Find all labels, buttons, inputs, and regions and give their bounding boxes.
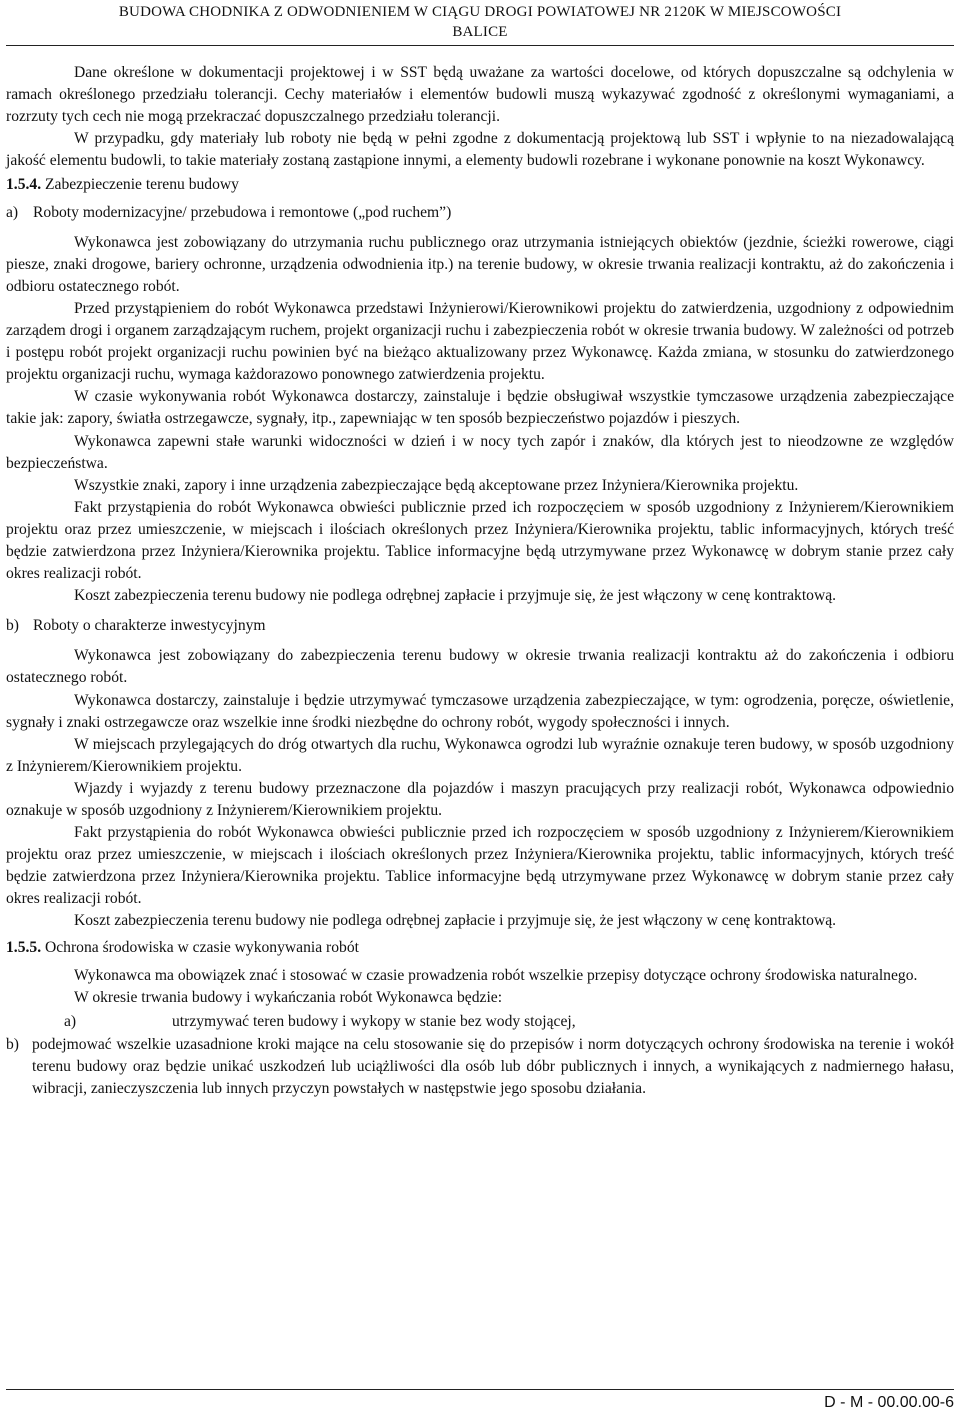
paragraph: Fakt przystąpienia do robót Wykonawca obwieści publicznie przed ich rozpoczęciem w sposób uzgodniony z Inżynierem/Kierownikiem projektu oraz przez umieszczenie, w miejscach i ilościach określonych przez Inżyniera/Kierownika projektu, tablic informacyjnych, których treść będzie zatwierdzona przez Inżyniera/Kierownika projektu. Tablice informacyjne będą utrzymywane przez Wykonawcę w dobrym stanie przez cały okres realizacji robót. (6, 498, 954, 583)
list-item-b (6, 1034, 954, 1100)
paragraph: Wykonawca dostarczy, zainstaluje i będzie utrzymywać tymczasowe urządzenia zabezpieczające, w tym: ogrodzenia, poręcze, oświetlenie, sygnały i znaki ostrzegawcze oraz wszelkie inne środki niezbędne do ochrony robót, wygody społeczności i innych. (6, 691, 954, 731)
header-title-line2: BALICE (452, 24, 508, 40)
section-heading-1-5-4 (6, 174, 954, 196)
paragraph: Koszt zabezpieczenia terenu budowy nie podlega odrębnej zapłacie i przyjmuje się, że jest włączony w cenę kontraktową. (74, 912, 837, 930)
list-text: utrzymywać teren budowy i wykopy w stanie bez wody stojącej, (172, 1012, 576, 1030)
paragraph: Wjazdy i wyjazdy z terenu budowy przeznaczone dla pojazdów i maszyn pracujących przy realizacji robót, Wykonawca odpowiednio oznakuje w sposób uzgodniony z Inżynierem/Kierownikiem projektu. (6, 779, 954, 819)
section-title: Zabezpieczenie terenu budowy (45, 176, 239, 194)
section-heading-1-5-5 (6, 937, 954, 959)
list-label: b) (6, 1035, 19, 1053)
subsection-title: Roboty modernizacyjne/ przebudowa i remontowe („pod ruchem”) (33, 203, 452, 221)
list-item-a (6, 1011, 954, 1033)
subsection-title: Roboty o charakterze inwestycyjnym (33, 617, 266, 635)
page-header (0, 0, 960, 42)
subsection-heading-b (6, 615, 954, 637)
paragraph: Wykonawca jest zobowiązany do zabezpieczenia terenu budowy w okresie trwania realizacji kontraktu aż do zakończenia i odbioru ostatecznego robót. (6, 647, 954, 687)
paragraph: Wykonawca ma obowiązek znać i stosować w czasie prowadzenia robót wszelkie przepisy dotyczące ochrony środowiska naturalnego. (74, 966, 918, 984)
footer-divider (6, 1389, 954, 1390)
subsection-label: b) (6, 617, 19, 635)
subsection-heading-a (6, 202, 954, 224)
paragraph: Wykonawca jest zobowiązany do utrzymania ruchu publicznego oraz utrzymania istniejących obiektów (jezdnie, ścieżki rowerowe, ciągi piesze, znaki drogowe, bariery ochronne, urządzenia odwodnienia itp.) na terenie budowy, w okresie trwania realizacji kontraktu, aż do zakończenia i odbioru ostatecznego robót. (6, 233, 954, 295)
paragraph: W okresie trwania budowy i wykańczania robót Wykonawca będzie: (74, 988, 503, 1006)
header-divider (6, 45, 954, 46)
paragraph: Wykonawca zapewni stałe warunki widoczności w dzień i w nocy tych zapór i znaków, dla których jest to nieodzowne ze względów bezpieczeństwa. (6, 432, 954, 472)
list-text: podejmować wszelkie uzasadnione kroki mające na celu stosowanie się do przepisów i norm dotyczących ochrony środowiska na terenie i wokół terenu budowy oraz będzie unikać uszkodzeń lub uciążliwości dla osób lub dóbr publicznych i innych, a wynikających z nadmiernego hałasu, wibracji, zanieczyszczenia lub innych przyczyn powstałych w następstwie jego sposobu działania. (32, 1035, 954, 1098)
section-title: Ochrona środowiska w czasie wykonywania robót (45, 938, 359, 956)
paragraph: W czasie wykonywania robót Wykonawca dostarczy, zainstaluje i będzie obsługiwał wszystkie tymczasowe urządzenia zabezpieczające takie jak: zapory, światła ostrzegawcze, sygnały, itp., zapewniając w ten sposób bezpieczeństwo pojazdów i pieszych. (6, 388, 954, 428)
paragraph: Fakt przystąpienia do robót Wykonawca obwieści publicznie przed ich rozpoczęciem w sposób uzgodniony z Inżynierem/Kierownikiem projektu oraz przez umieszczenie, w miejscach i ilościach określonych przez Inżyniera/Kierownika projektu, tablic informacyjnych, których treść będzie zatwierdzona przez Inżyniera/Kierownika projektu. Tablice informacyjne będą utrzymywane przez Wykonawcę w dobrym stanie przez cały okres realizacji robót. (6, 824, 954, 908)
subsection-label: a) (6, 203, 19, 221)
section-number: 1.5.4. (6, 176, 42, 194)
paragraph: W miejscach przylegających do dróg otwartych dla ruchu, Wykonawca ogrodzi lub wyraźnie oznakuje teren budowy, w sposób uzgodniony z Inżynierem/Kierownikiem projektu. (6, 735, 954, 775)
paragraph: Dane określone w dokumentacji projektowej i w SST będą uważane za wartości docelowe, od których dopuszczalne są odchylenia w ramach określonego przedziału tolerancji. Cechy materiałów i elementów budowli muszą wykazywać zgodność z określonymi wymaganiami, a rozrzuty tych cech nie mogą przekraczać dopuszczalnego przedziału tolerancji. (6, 64, 954, 126)
list-label: a) (64, 1012, 77, 1030)
page-code: D - M - 00.00.00-6 (824, 1394, 954, 1411)
paragraph: Koszt zabezpieczenia terenu budowy nie podlega odrębnej zapłacie i przyjmuje się, że jest włączony w cenę kontraktową. (74, 587, 837, 605)
section-number: 1.5.5. (6, 938, 42, 956)
paragraph: Przed przystąpieniem do robót Wykonawca przedstawi Inżynierowi/Kierownikowi projektu do zatwierdzenia, uzgodniony z odpowiednim zarządem drogi i organem zarządzającym ruchem, projekt organizacji ruchu i zabezpieczenia robót w okresie trwania budowy. W zależności od potrzeb i postępu robót projekt organizacji ruchu powinien być na bieżąco aktualizowany przez Wykonawcę. Każda zmiana, w stosunku do zatwierdzonego projektu organizacji ruchu, wymaga każdorazowo ponownego zatwierdzenia projektu. (6, 299, 954, 384)
header-title-line1: BUDOWA CHODNIKA Z ODWODNIENIEM W CIĄGU DROGI POWIATOWEJ NR 2120K W MIEJSCOWOŚCI (118, 4, 842, 20)
paragraph: Wszystkie znaki, zapory i inne urządzenia zabezpieczające będą akceptowane przez Inżyniera/Kierownika projektu. (74, 476, 799, 494)
document-body (6, 62, 954, 1100)
paragraph: W przypadku, gdy materiały lub roboty nie będą w pełni zgodne z dokumentacją projektową lub SST i wpłynie to na niezadowalającą jakość elementu budowli, to takie materiały zostaną zastąpione innymi, a elementy budowli rozebrane i wykonane ponownie na koszt Wykonawcy. (6, 130, 954, 170)
